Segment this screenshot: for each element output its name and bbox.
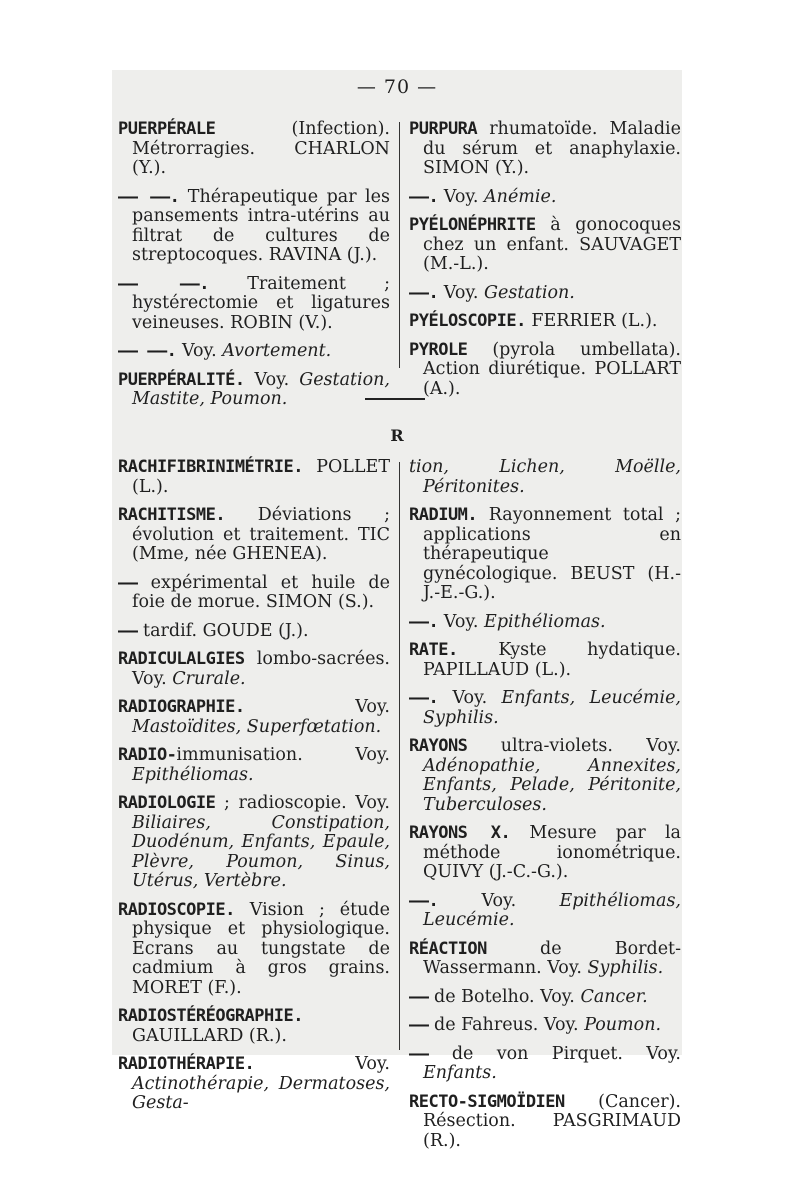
index-entry — [409, 216, 681, 275]
entry-reference: Gestation. — [484, 282, 575, 303]
entry-heading: —— ——. — [118, 186, 180, 207]
entry-heading: —— ——. — [118, 341, 177, 361]
index-entry — [409, 892, 681, 931]
entry-text: de von Pirquet. Voy. — [428, 1043, 681, 1064]
entry-heading: PYÉLONÉPHRITE — [409, 215, 536, 235]
entry-text: (pyrola umbellata). Action diurétique. POLLART (A.). — [423, 339, 681, 399]
index-entry — [409, 312, 681, 332]
dictionary-page — [112, 70, 682, 1151]
entry-heading: PYROLE — [409, 339, 468, 360]
entry-text: Voy. — [254, 1054, 390, 1074]
column-divider-bottom — [399, 462, 400, 1050]
entry-heading: ——. — [409, 186, 439, 207]
entry-heading: RADIOGRAPHIE. — [118, 697, 245, 717]
index-entry — [118, 342, 390, 362]
entry-heading: PURPURA — [409, 119, 478, 139]
index-entry — [409, 188, 681, 208]
index-entry — [118, 120, 390, 179]
section-rule — [365, 398, 425, 400]
entry-heading: ——. — [409, 890, 439, 911]
entry-heading: ——. — [409, 688, 439, 708]
entry-heading: RADIOLOGIE — [118, 793, 216, 813]
entry-reference: Biliaires, Constipation, Duodénum, Enfants, Epaule, Plèvre, Poumon, Sinus, Utérus, Vertèbre. — [132, 812, 390, 891]
entry-text: Voy. — [438, 186, 485, 207]
index-entry — [118, 746, 390, 785]
index-entry — [118, 901, 390, 999]
entry-text: rhumatoïde. Maladie du sérum et anaphylaxie. SIMON (Y.). — [423, 119, 681, 178]
entry-reference: Enfants. — [423, 1063, 497, 1083]
section-letter: R — [390, 426, 404, 445]
entry-text: ; radioscopie. Voy. — [215, 793, 390, 813]
entry-text: ultra-violets. Voy. — [467, 736, 681, 756]
entry-heading: RACHIFIBRINIMÉTRIE. — [118, 457, 303, 477]
index-entry — [118, 188, 390, 266]
entry-reference: Crurale. — [172, 668, 246, 689]
entry-text: de Botelho. Voy. — [428, 986, 581, 1007]
index-entry — [118, 506, 390, 565]
index-entry — [409, 824, 681, 883]
index-entry — [118, 371, 390, 410]
entry-reference: Gestation, Mastite, Poumon. — [132, 369, 390, 409]
entry-text: à gonocoques chez un enfant. SAUVAGET (M.-L.). — [423, 215, 681, 274]
entry-text: expérimental et huile de foie de morue. SIMON (S.). — [132, 572, 390, 612]
entry-heading: PUERPÉRALE — [118, 119, 216, 139]
entry-reference: Cancer. — [580, 986, 648, 1007]
entry-heading: RADIOSCOPIE. — [118, 899, 235, 920]
index-entry — [409, 737, 681, 815]
entry-text: Thérapeutique par les pansements intra-utérins au filtrat de cultures de streptocoques. RAVINA (J.). — [132, 186, 390, 265]
entry-reference: Poumon. — [584, 1015, 662, 1035]
index-entry — [118, 794, 390, 892]
entry-text: Voy. — [176, 341, 223, 361]
entry-heading: RADIO- — [118, 745, 177, 765]
entry-text: (Infection). Métrorragies. CHARLON (Y.). — [132, 119, 390, 178]
entry-heading: RADIUM. — [409, 505, 478, 525]
entry-heading: RATE. — [409, 640, 458, 660]
index-entry — [118, 622, 390, 642]
entry-heading: ——. — [409, 611, 439, 632]
entry-reference: Anémie. — [484, 186, 557, 207]
entry-text: immunisation. Voy. — [176, 745, 390, 765]
entry-reference: Adénopathie, Annexites, Enfants, Pelade, Péritonite, Tuberculoses. — [423, 755, 681, 815]
page-number: — 70 — — [356, 76, 438, 98]
entry-heading: —— ——. — [118, 273, 210, 294]
entry-reference: Syphilis. — [587, 958, 664, 978]
index-entry — [118, 650, 390, 689]
index-entry — [409, 1045, 681, 1084]
entry-text: lombo-sacrées. Voy. — [132, 649, 390, 689]
entry-reference: Epithéliomas. — [132, 764, 254, 785]
entry-heading: RAYONS — [409, 736, 468, 756]
entry-heading: RADIOSTÉRÉOGRAPHIE. — [118, 1006, 303, 1026]
entry-text: Voy. — [438, 688, 502, 708]
entry-heading: RAYONS X. — [409, 823, 511, 843]
entry-reference: tion, Lichen, Moëlle, Péritonites. — [409, 457, 681, 497]
entry-text: Voy. — [438, 282, 485, 303]
index-entry — [118, 458, 390, 497]
index-entry — [409, 506, 681, 604]
entry-reference: Avortement. — [222, 341, 332, 361]
entry-heading: —— — [409, 1043, 429, 1064]
column-bottom-left — [118, 458, 390, 1123]
entry-heading: ——. — [409, 282, 439, 303]
column-bottom-right — [409, 458, 681, 1160]
entry-text: de Bordet-Wassermann. Voy. — [423, 938, 681, 978]
index-entry — [409, 341, 681, 400]
index-entry — [409, 120, 681, 179]
index-entry — [409, 1093, 681, 1152]
index-entry — [118, 1055, 390, 1114]
index-entry — [409, 940, 681, 979]
entry-reference: Mastoïdites, Superfœtation. — [132, 716, 382, 737]
entry-heading: RADIOTHÉRAPIE. — [118, 1054, 255, 1074]
entry-text: de Fahreus. Voy. — [428, 1015, 585, 1035]
index-entry — [118, 1007, 390, 1046]
entry-text: Voy. — [438, 611, 485, 632]
entry-text: Traitement ; hystérectomie et ligatures veineuses. ROBIN (V.). — [132, 273, 390, 333]
column-top-right — [409, 120, 681, 408]
entry-heading: RADICULALGIES — [118, 649, 245, 669]
entry-text: Voy. — [438, 890, 560, 911]
entry-text: Mesure par la méthode ionométrique. QUIVY (J.-C.-G.). — [423, 823, 681, 882]
entry-reference: Enfants, Leucémie, Syphilis. — [423, 688, 681, 728]
entry-heading: RECTO-SIGMOÏDIEN — [409, 1091, 565, 1112]
index-entry — [118, 574, 390, 613]
entry-heading: —— — [409, 986, 429, 1007]
entry-reference: Actinothérapie, Dermatoses, Gesta- — [132, 1073, 390, 1113]
entry-heading: PUERPÉRALITÉ. — [118, 369, 245, 390]
entry-heading: —— — [118, 620, 138, 641]
entry-text: Voy. — [244, 697, 390, 717]
index-entry — [118, 698, 390, 737]
entry-text: Déviations ; évolution et traitement. TIC (Mme, née GHENEA). — [132, 505, 390, 564]
entry-heading: RÉACTION — [409, 938, 487, 959]
index-entry — [409, 641, 681, 680]
column-divider-top — [399, 122, 400, 368]
entry-heading: RACHITISME. — [118, 505, 226, 525]
index-entry — [118, 275, 390, 334]
entry-reference: Epithéliomas. — [484, 611, 606, 632]
entry-text: GAUILLARD (R.). — [132, 1025, 287, 1046]
entry-heading: —— — [409, 1015, 429, 1035]
entry-text: POLLET (L.). — [132, 457, 390, 497]
entry-text: FERRIER (L.). — [525, 311, 658, 331]
entry-text: Kyste hydatique. PAPILLAUD (L.). — [423, 640, 681, 680]
entry-text: Vision ; étude physique et physiologique. Ecrans au tungstate de cadmium à gros grains. MORET (F.). — [132, 899, 390, 998]
column-top-left — [118, 120, 390, 419]
index-entry — [409, 458, 681, 497]
index-entry — [409, 988, 681, 1008]
entry-heading: PYÉLOSCOPIE. — [409, 311, 526, 331]
entry-text: tardif. GOUDE (J.). — [137, 620, 309, 641]
entry-reference: Epithéliomas, Leucémie. — [423, 890, 681, 930]
entry-text: (Cancer). Résection. PASGRIMAUD (R.). — [423, 1091, 681, 1151]
entry-text: Rayonnement total ; applications en thérapeutique gynécologique. BEUST (H.-J.-E.-G.). — [423, 505, 681, 603]
index-entry — [409, 613, 681, 633]
index-entry — [409, 1016, 681, 1036]
entry-heading: —— — [118, 572, 138, 593]
entry-text: Voy. — [244, 369, 300, 390]
index-entry — [409, 284, 681, 304]
index-entry — [409, 689, 681, 728]
